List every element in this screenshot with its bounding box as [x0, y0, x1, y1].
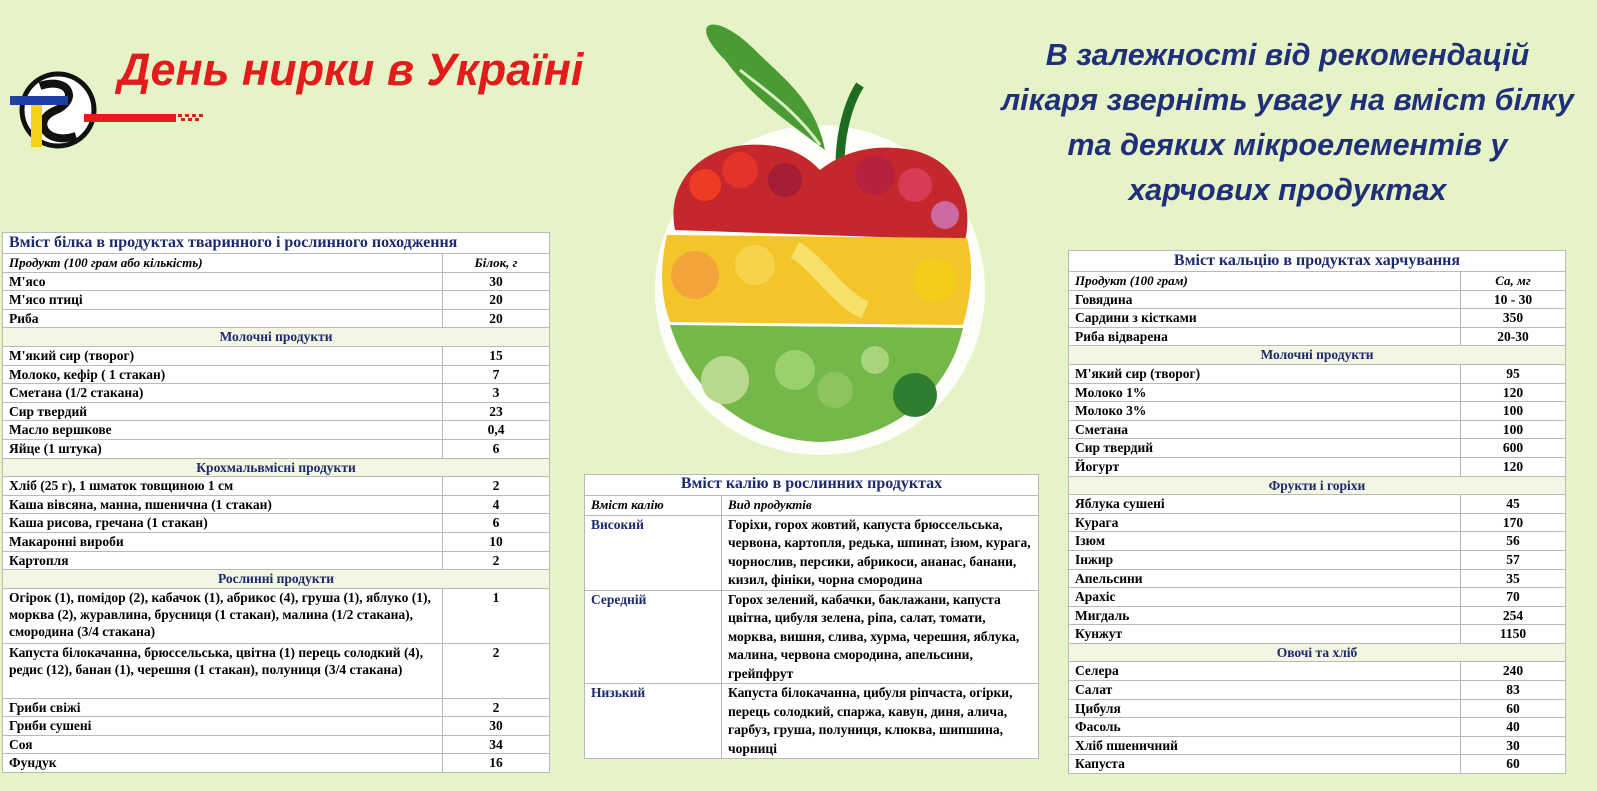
table-row: Апельсини — [1069, 569, 1461, 588]
table-row: М'який сир (творог) — [1069, 364, 1461, 383]
table-cell-value: 20-30 — [1461, 327, 1566, 346]
table-cell-value: 70 — [1461, 588, 1566, 607]
protein-col-product: Продукт (100 грам або кількість) — [3, 254, 443, 273]
table-row: Молоко, кефір ( 1 стакан) — [3, 365, 443, 384]
table-row: Макаронні вироби — [3, 532, 443, 551]
potassium-products: Горіхи, горох жовтий, капуста брюссельська, червона, картопля, редька, шпинат, ізюм, курага, чорнослив, персики, абрикоси, ананас, банани, кизил, фініки, чорна смородина — [722, 515, 1039, 590]
table-cell-value: 254 — [1461, 606, 1566, 625]
table-cell-value: 10 — [443, 532, 550, 551]
table-cell-value: 2 — [443, 551, 550, 570]
table-cell-value: 95 — [1461, 364, 1566, 383]
table-row: Картопля — [3, 551, 443, 570]
table-cell-value: 6 — [443, 439, 550, 458]
potassium-table-title: Вміст калію в рослинних продуктах — [585, 475, 1039, 496]
table-cell-value: 57 — [1461, 550, 1566, 569]
table-row: Огірок (1), помідор (2), кабачок (1), абрикос (4), груша (1), яблуко (1), морква (2), журавлина, брусниця (1 стакан), малина (1/2 стакана), смородина (3/4 стакана) — [3, 588, 443, 643]
table-row: Йогурт — [1069, 457, 1461, 476]
section-header: Молочні продукти — [3, 328, 550, 347]
table-cell-value: 240 — [1461, 662, 1566, 681]
table-cell-value: 16 — [443, 754, 550, 773]
table-row: Гриби сушені — [3, 717, 443, 736]
table-cell-value: 30 — [1461, 736, 1566, 755]
table-cell-value: 120 — [1461, 457, 1566, 476]
table-row: Кунжут — [1069, 625, 1461, 644]
table-cell-value: 20 — [443, 309, 550, 328]
table-row: Говядина — [1069, 290, 1461, 309]
table-cell-value: 3 — [443, 384, 550, 403]
table-cell-value: 7 — [443, 365, 550, 384]
table-row: Фасоль — [1069, 718, 1461, 737]
section-header: Овочі та хліб — [1069, 643, 1566, 662]
table-row: Хліб пшеничний — [1069, 736, 1461, 755]
table-row: Яблука сушені — [1069, 495, 1461, 514]
potassium-col-level: Вміст калію — [585, 496, 722, 516]
table-cell-value: 120 — [1461, 383, 1566, 402]
calcium-col-product: Продукт (100 грам) — [1069, 272, 1461, 291]
table-row: Хліб (25 г), 1 шматок товщиною 1 см — [3, 477, 443, 496]
table-row: Риба — [3, 309, 443, 328]
table-row: Яйце (1 штука) — [3, 439, 443, 458]
calcium-col-value: Ca, мг — [1461, 272, 1566, 291]
table-cell-value: 6 — [443, 514, 550, 533]
apple-of-fruits-and-vegetables-image — [645, 10, 995, 465]
table-row: Риба відварена — [1069, 327, 1461, 346]
table-row: Сир твердий — [3, 402, 443, 421]
table-row: Мигдаль — [1069, 606, 1461, 625]
potassium-products: Капуста білокачанна, цибуля ріпчаста, огірки, перець солодкий, спаржа, кавун, диня, алича, гарбуз, груша, полуниця, клюква, шипшина, чорниці — [722, 684, 1039, 759]
calcium-table-title: Вміст кальцію в продуктах харчування — [1069, 251, 1566, 272]
table-cell-value: 4 — [443, 495, 550, 514]
table-row: М'який сир (творог) — [3, 346, 443, 365]
table-row: Сир твердий — [1069, 439, 1461, 458]
table-cell-value: 83 — [1461, 681, 1566, 700]
table-row: Фундук — [3, 754, 443, 773]
table-cell-value: 60 — [1461, 755, 1566, 774]
table-cell-value: 40 — [1461, 718, 1566, 737]
potassium-level: Середній — [585, 590, 722, 684]
table-row: Селера — [1069, 662, 1461, 681]
table-row: Салат — [1069, 681, 1461, 700]
table-row: Арахіс — [1069, 588, 1461, 607]
table-row: Каша вівсяна, манна, пшенична (1 стакан) — [3, 495, 443, 514]
potassium-level: Низький — [585, 684, 722, 759]
table-cell-value: 1 — [443, 588, 550, 643]
table-row: Цибуля — [1069, 699, 1461, 718]
table-cell-value: 600 — [1461, 439, 1566, 458]
protein-table-title: Вміст білка в продуктах тваринного і рослинного походження — [3, 233, 550, 254]
potassium-level: Високий — [585, 515, 722, 590]
calcium-table — [1068, 250, 1566, 774]
protein-col-value: Білок, г — [443, 254, 550, 273]
table-row: М'ясо птиці — [3, 291, 443, 310]
table-cell-value: 60 — [1461, 699, 1566, 718]
table-cell-value: 2 — [443, 643, 550, 698]
table-cell-value: 170 — [1461, 513, 1566, 532]
table-cell-value: 2 — [443, 477, 550, 496]
table-row: Соя — [3, 735, 443, 754]
table-cell-value: 100 — [1461, 420, 1566, 439]
table-cell-value: 30 — [443, 717, 550, 736]
table-cell-value: 45 — [1461, 495, 1566, 514]
table-cell-value: 30 — [443, 272, 550, 291]
potassium-products: Горох зелений, кабачки, баклажани, капуста цвітна, цибуля зелена, ріпа, салат, томати, морква, вишня, слива, хурма, черешня, яблука, малина, червона смородина, апельсини, грейпфрут — [722, 590, 1039, 684]
section-header: Рослинні продукти — [3, 570, 550, 589]
table-row: Гриби свіжі — [3, 698, 443, 717]
table-row: Капуста — [1069, 755, 1461, 774]
table-cell-value: 1150 — [1461, 625, 1566, 644]
protein-table — [2, 232, 550, 773]
table-row: Каша рисова, гречана (1 стакан) — [3, 514, 443, 533]
page-title: День нирки в Україні — [118, 44, 584, 95]
table-cell-value: 100 — [1461, 402, 1566, 421]
section-header: Фрукти і горіхи — [1069, 476, 1566, 495]
table-cell-value: 0,4 — [443, 421, 550, 440]
table-row: Ізюм — [1069, 532, 1461, 551]
potassium-table — [584, 474, 1039, 759]
table-row: Курага — [1069, 513, 1461, 532]
section-header: Молочні продукти — [1069, 346, 1566, 365]
table-cell-value: 20 — [443, 291, 550, 310]
table-cell-value: 35 — [1461, 569, 1566, 588]
table-cell-value: 10 - 30 — [1461, 290, 1566, 309]
table-row: Масло вершкове — [3, 421, 443, 440]
table-row: Сметана (1/2 стакана) — [3, 384, 443, 403]
table-cell-value: 15 — [443, 346, 550, 365]
table-row: Молоко 3% — [1069, 402, 1461, 421]
table-row: Молоко 1% — [1069, 383, 1461, 402]
table-row: Сметана — [1069, 420, 1461, 439]
potassium-col-products: Вид продуктів — [722, 496, 1039, 516]
table-cell-value: 23 — [443, 402, 550, 421]
table-cell-value: 56 — [1461, 532, 1566, 551]
table-row: Сардини з кістками — [1069, 309, 1461, 328]
table-cell-value: 34 — [443, 735, 550, 754]
table-row: М'ясо — [3, 272, 443, 291]
table-cell-value: 350 — [1461, 309, 1566, 328]
table-row: Капуста білокачанна, брюссельська, цвітна (1) перець солодкий (4), редис (12), банан (1), черешня (1 стакан), полуниця (3/4 стакана) — [3, 643, 443, 698]
section-header: Крохмальвмісні продукти — [3, 458, 550, 477]
table-cell-value: 2 — [443, 698, 550, 717]
table-row: Інжир — [1069, 550, 1461, 569]
page-subtitle: В залежності від рекомендацій лікаря зверніть увагу на вміст білку та деяких мікроелементів у харчових продуктах — [1001, 38, 1574, 207]
